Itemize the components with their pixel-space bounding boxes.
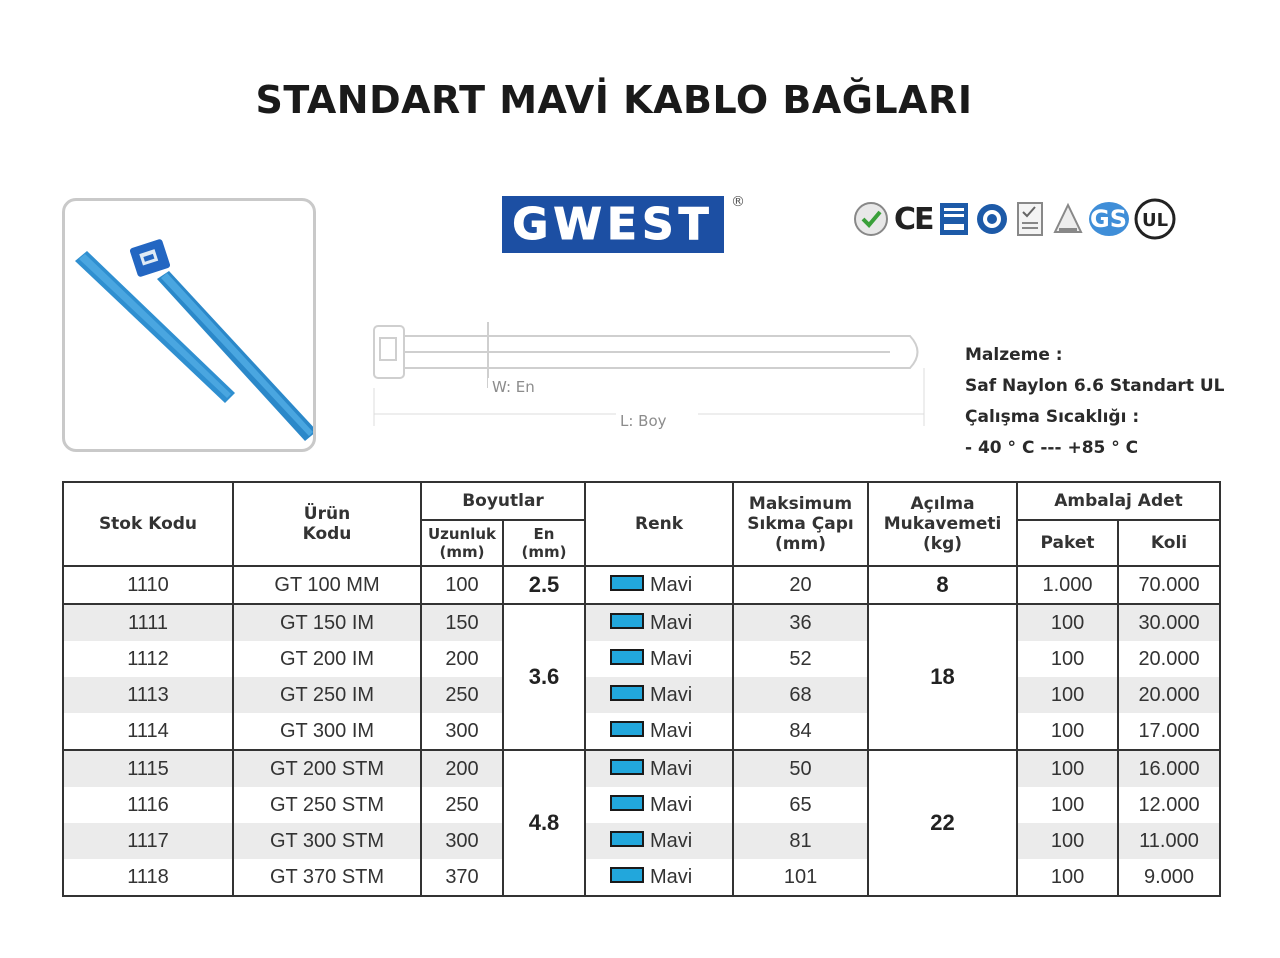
table-cell: 9.000 bbox=[1118, 859, 1220, 896]
certification-icons bbox=[852, 196, 1214, 242]
table-cell: 150 bbox=[421, 604, 503, 641]
table-cell: Mavi bbox=[585, 750, 733, 787]
table-cell: GT 250 STM bbox=[233, 787, 421, 823]
table-cell: 1115 bbox=[63, 750, 233, 787]
temperature-label: Çalışma Sıcaklığı : bbox=[965, 407, 1140, 427]
col-stok-kodu: Stok Kodu bbox=[63, 482, 233, 566]
table-cell: 100 bbox=[1017, 750, 1118, 787]
color-swatch bbox=[610, 649, 644, 665]
table-row bbox=[63, 859, 1220, 896]
table-cell: 200 bbox=[421, 641, 503, 677]
table-cell: 20 bbox=[733, 566, 868, 604]
cable-tie-image bbox=[65, 201, 313, 449]
color-swatch bbox=[610, 867, 644, 883]
table-row bbox=[63, 604, 1220, 641]
tie-dimension-drawing bbox=[370, 318, 930, 438]
table-cell: 16.000 bbox=[1118, 750, 1220, 787]
acilma-group-3: 22 bbox=[868, 750, 1017, 896]
table-cell: 1110 bbox=[63, 566, 233, 604]
table-cell: Mavi bbox=[585, 604, 733, 641]
table-cell: 100 bbox=[1017, 787, 1118, 823]
table-cell: Mavi bbox=[585, 566, 733, 604]
col-koli: Koli bbox=[1118, 520, 1220, 566]
table-cell: GT 100 MM bbox=[233, 566, 421, 604]
table-cell: 68 bbox=[733, 677, 868, 713]
brand-name: GWEST bbox=[512, 198, 714, 250]
table-cell: 1112 bbox=[63, 641, 233, 677]
material-specs bbox=[965, 340, 1265, 464]
color-swatch bbox=[610, 613, 644, 629]
table-cell: 50 bbox=[733, 750, 868, 787]
table-cell: 200 bbox=[421, 750, 503, 787]
material-value: Saf Naylon 6.6 Standart UL bbox=[965, 376, 1225, 396]
table-cell: 84 bbox=[733, 713, 868, 750]
color-swatch bbox=[610, 759, 644, 775]
table-cell: Mavi bbox=[585, 823, 733, 859]
col-acilma: Açılma Mukavemeti (kg) bbox=[868, 482, 1017, 566]
table-row bbox=[63, 677, 1220, 713]
table-cell: Mavi bbox=[585, 713, 733, 750]
table-cell: 30.000 bbox=[1118, 604, 1220, 641]
table-cell: 20.000 bbox=[1118, 677, 1220, 713]
acilma-group-2: 18 bbox=[868, 604, 1017, 750]
table-cell: 52 bbox=[733, 641, 868, 677]
table-cell: 70.000 bbox=[1118, 566, 1220, 604]
table-row bbox=[63, 641, 1220, 677]
en-group-2: 3.6 bbox=[503, 604, 585, 750]
temperature-value: - 40 ° C --- +85 ° C bbox=[965, 438, 1139, 458]
table-cell: 250 bbox=[421, 787, 503, 823]
table-cell: 2.5 bbox=[503, 566, 585, 604]
table-cell: 1113 bbox=[63, 677, 233, 713]
color-swatch bbox=[610, 795, 644, 811]
quality-seal-icon bbox=[975, 200, 1009, 238]
table-cell: 1117 bbox=[63, 823, 233, 859]
length-label: L: Boy bbox=[616, 412, 671, 430]
table-cell: 100 bbox=[1017, 713, 1118, 750]
color-swatch bbox=[610, 575, 644, 591]
table-cell: GT 200 IM bbox=[233, 641, 421, 677]
col-uzunluk: Uzunluk (mm) bbox=[421, 520, 503, 566]
table-row bbox=[63, 750, 1220, 787]
table-cell: 11.000 bbox=[1118, 823, 1220, 859]
table-cell: 36 bbox=[733, 604, 868, 641]
color-swatch bbox=[610, 831, 644, 847]
table-row bbox=[63, 787, 1220, 823]
table-cell: 81 bbox=[733, 823, 868, 859]
table-cell: 20.000 bbox=[1118, 641, 1220, 677]
brand-logo bbox=[502, 196, 724, 253]
certificate-icon bbox=[937, 200, 971, 238]
width-label: W: En bbox=[488, 378, 539, 396]
table-cell: 1114 bbox=[63, 713, 233, 750]
table-row bbox=[63, 713, 1220, 750]
color-swatch bbox=[610, 685, 644, 701]
en-group-3: 4.8 bbox=[503, 750, 585, 896]
table-cell: GT 370 STM bbox=[233, 859, 421, 896]
gs-mark-icon: GS bbox=[1089, 202, 1129, 236]
ul-mark-icon bbox=[1133, 197, 1177, 241]
col-boyutlar: Boyutlar bbox=[421, 482, 585, 520]
col-ambalaj: Ambalaj Adet bbox=[1017, 482, 1220, 520]
table-cell: 100 bbox=[1017, 677, 1118, 713]
product-photo bbox=[62, 198, 316, 452]
table-cell: 101 bbox=[733, 859, 868, 896]
svg-text:UL: UL bbox=[1141, 210, 1168, 231]
col-maks-sikma: Maksimum Sıkma Çapı (mm) bbox=[733, 482, 868, 566]
table-cell: 370 bbox=[421, 859, 503, 896]
col-en: En (mm) bbox=[503, 520, 585, 566]
page-title: STANDART MAVİ KABLO BAĞLARI bbox=[255, 78, 973, 122]
table-cell: GT 250 IM bbox=[233, 677, 421, 713]
table-cell: 1118 bbox=[63, 859, 233, 896]
table-cell: 8 bbox=[868, 566, 1017, 604]
table-row bbox=[63, 823, 1220, 859]
table-cell: GT 200 STM bbox=[233, 750, 421, 787]
table-cell: 1.000 bbox=[1017, 566, 1118, 604]
table-cell: 65 bbox=[733, 787, 868, 823]
table-cell: 17.000 bbox=[1118, 713, 1220, 750]
table-cell: Mavi bbox=[585, 641, 733, 677]
table-cell: 100 bbox=[1017, 641, 1118, 677]
table-cell: 100 bbox=[1017, 604, 1118, 641]
table-cell: Mavi bbox=[585, 787, 733, 823]
table-cell: 100 bbox=[1017, 823, 1118, 859]
check-icon bbox=[852, 200, 890, 238]
spec-table bbox=[62, 481, 1221, 897]
table-cell: 1111 bbox=[63, 604, 233, 641]
table-cell: 300 bbox=[421, 823, 503, 859]
ce-mark-icon: CE bbox=[894, 201, 933, 237]
table-cell: GT 300 IM bbox=[233, 713, 421, 750]
color-swatch bbox=[610, 721, 644, 737]
table-cell: 1116 bbox=[63, 787, 233, 823]
col-paket: Paket bbox=[1017, 520, 1118, 566]
material-label: Malzeme : bbox=[965, 345, 1063, 365]
table-cell: 12.000 bbox=[1118, 787, 1220, 823]
table-cell: 100 bbox=[1017, 859, 1118, 896]
table-cell: GT 300 STM bbox=[233, 823, 421, 859]
table-row bbox=[63, 566, 1220, 604]
table-cell: Mavi bbox=[585, 859, 733, 896]
col-urun-kodu: Ürün Kodu bbox=[233, 482, 421, 566]
col-renk: Renk bbox=[585, 482, 733, 566]
table-cell: 100 bbox=[421, 566, 503, 604]
table-cell: Mavi bbox=[585, 677, 733, 713]
table-cell: 250 bbox=[421, 677, 503, 713]
checklist-icon bbox=[1013, 200, 1047, 238]
table-cell: 300 bbox=[421, 713, 503, 750]
weight-icon bbox=[1051, 200, 1085, 238]
table-cell: GT 150 IM bbox=[233, 604, 421, 641]
registered-mark: ® bbox=[731, 194, 745, 210]
